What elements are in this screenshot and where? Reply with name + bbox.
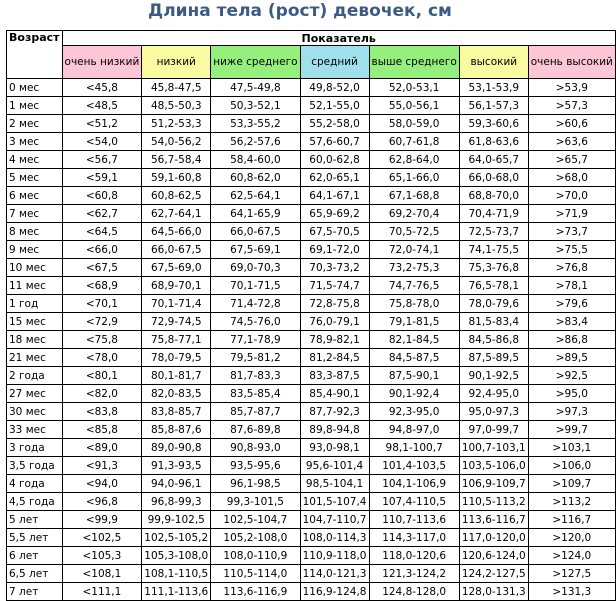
value-cell-average: 83,3-87,5: [300, 367, 369, 385]
value-cell-above-average: 84,5-87,5: [369, 349, 459, 367]
value-cell-below-average: 62,5-64,1: [211, 187, 300, 205]
value-cell-low: 70,1-71,4: [142, 295, 211, 313]
value-cell-high: 95,0-97,3: [459, 403, 528, 421]
value-cell-below-average: 53,3-55,2: [211, 115, 300, 133]
value-cell-below-average: 93,5-95,6: [211, 457, 300, 475]
value-cell-very-high: >95,0: [528, 385, 615, 403]
value-cell-very-low: <56,7: [62, 151, 142, 169]
value-cell-very-low: <72,9: [62, 313, 142, 331]
value-cell-low: 111,1-113,6: [142, 583, 211, 601]
age-cell: 27 мес: [7, 385, 63, 403]
value-cell-below-average: 110,5-114,0: [211, 565, 300, 583]
value-cell-high: 110,5-113,2: [459, 493, 528, 511]
value-cell-very-high: >63,6: [528, 133, 615, 151]
value-cell-above-average: 110,7-113,6: [369, 511, 459, 529]
value-cell-high: 68,8-70,0: [459, 187, 528, 205]
table-row: [7, 115, 616, 133]
age-cell: 4 мес: [7, 151, 63, 169]
value-cell-very-high: >109,7: [528, 475, 615, 493]
value-cell-above-average: 72,0-74,1: [369, 241, 459, 259]
value-cell-above-average: 92,3-95,0: [369, 403, 459, 421]
value-cell-very-low: <102,5: [62, 529, 142, 547]
value-cell-above-average: 55,0-56,1: [369, 97, 459, 115]
category-header-very-low: очень низкий: [62, 46, 142, 79]
table-row: [7, 97, 616, 115]
table-row: [7, 403, 616, 421]
value-cell-above-average: 94,8-97,0: [369, 421, 459, 439]
value-cell-average: 78,9-82,1: [300, 331, 369, 349]
value-cell-very-high: >57,3: [528, 97, 615, 115]
value-cell-below-average: 105,2-108,0: [211, 529, 300, 547]
category-header-low: низкий: [142, 46, 211, 79]
value-cell-very-high: >68,0: [528, 169, 615, 187]
value-cell-above-average: 52,0-53,1: [369, 79, 459, 97]
value-cell-very-high: >78,1: [528, 277, 615, 295]
value-cell-above-average: 104,1-106,9: [369, 475, 459, 493]
value-cell-very-low: <80,1: [62, 367, 142, 385]
value-cell-low: 51,2-53,3: [142, 115, 211, 133]
value-cell-average: 110,9-118,0: [300, 547, 369, 565]
table-row: [7, 169, 616, 187]
table-row: [7, 187, 616, 205]
value-cell-high: 53,1-53,9: [459, 79, 528, 97]
value-cell-high: 113,6-116,7: [459, 511, 528, 529]
value-cell-above-average: 101,4-103,5: [369, 457, 459, 475]
age-cell: 5 мес: [7, 169, 63, 187]
table-row: [7, 205, 616, 223]
value-cell-below-average: 99,3-101,5: [211, 493, 300, 511]
value-cell-high: 106,9-109,7: [459, 475, 528, 493]
age-cell: 30 мес: [7, 403, 63, 421]
value-cell-very-high: >53,9: [528, 79, 615, 97]
value-cell-very-low: <70,1: [62, 295, 142, 313]
table-row: [7, 349, 616, 367]
page-title: Длина тела (рост) девочек, см: [148, 1, 452, 21]
value-cell-low: 78,0-79,5: [142, 349, 211, 367]
value-cell-low: 54,0-56,2: [142, 133, 211, 151]
value-cell-above-average: 67,1-68,8: [369, 187, 459, 205]
value-cell-low: 102,5-105,2: [142, 529, 211, 547]
value-cell-above-average: 98,1-100,7: [369, 439, 459, 457]
value-cell-average: 67,5-70,5: [300, 223, 369, 241]
value-cell-low: 89,0-90,8: [142, 439, 211, 457]
value-cell-very-low: <91,3: [62, 457, 142, 475]
value-cell-very-low: <67,5: [62, 259, 142, 277]
value-cell-average: 101,5-107,4: [300, 493, 369, 511]
age-cell: 18 мес: [7, 331, 63, 349]
value-cell-above-average: 60,7-61,8: [369, 133, 459, 151]
age-cell: 2 года: [7, 367, 63, 385]
age-cell: 1 мес: [7, 97, 63, 115]
table-row: [7, 385, 616, 403]
value-cell-low: 83,8-85,7: [142, 403, 211, 421]
value-cell-high: 103,5-106,0: [459, 457, 528, 475]
value-cell-average: 52,1-55,0: [300, 97, 369, 115]
value-cell-average: 108,0-114,3: [300, 529, 369, 547]
table-row: [7, 547, 616, 565]
value-cell-below-average: 60,8-62,0: [211, 169, 300, 187]
value-cell-average: 60,0-62,8: [300, 151, 369, 169]
value-cell-above-average: 124,8-128,0: [369, 583, 459, 601]
table-row: [7, 511, 616, 529]
value-cell-average: 104,7-110,7: [300, 511, 369, 529]
value-cell-very-low: <83,8: [62, 403, 142, 421]
value-cell-above-average: 79,1-81,5: [369, 313, 459, 331]
value-cell-average: 98,5-104,1: [300, 475, 369, 493]
value-cell-low: 67,5-69,0: [142, 259, 211, 277]
value-cell-very-low: <66,0: [62, 241, 142, 259]
value-cell-very-low: <62,7: [62, 205, 142, 223]
value-cell-below-average: 70,1-71,5: [211, 277, 300, 295]
table-row: [7, 259, 616, 277]
value-cell-below-average: 113,6-116,9: [211, 583, 300, 601]
value-cell-low: 64,5-66,0: [142, 223, 211, 241]
value-cell-low: 48,5-50,3: [142, 97, 211, 115]
value-cell-high: 84,5-86,8: [459, 331, 528, 349]
value-cell-high: 56,1-57,3: [459, 97, 528, 115]
value-cell-below-average: 81,7-83,3: [211, 367, 300, 385]
age-cell: 6 лет: [7, 547, 63, 565]
indicator-group-header: Показатель: [62, 31, 615, 46]
category-header-above-average: выше среднего: [369, 46, 459, 79]
value-cell-low: 105,3-108,0: [142, 547, 211, 565]
value-cell-below-average: 83,5-85,4: [211, 385, 300, 403]
value-cell-low: 99,9-102,5: [142, 511, 211, 529]
value-cell-average: 81,2-84,5: [300, 349, 369, 367]
table-row: [7, 583, 616, 601]
value-cell-below-average: 50,3-52,1: [211, 97, 300, 115]
value-cell-low: 91,3-93,5: [142, 457, 211, 475]
value-cell-below-average: 56,2-57,6: [211, 133, 300, 151]
value-cell-below-average: 85,7-87,7: [211, 403, 300, 421]
value-cell-average: 64,1-67,1: [300, 187, 369, 205]
value-cell-high: 64,0-65,7: [459, 151, 528, 169]
value-cell-below-average: 108,0-110,9: [211, 547, 300, 565]
value-cell-high: 72,5-73,7: [459, 223, 528, 241]
value-cell-high: 66,0-68,0: [459, 169, 528, 187]
value-cell-very-low: <85,8: [62, 421, 142, 439]
value-cell-very-low: <75,8: [62, 331, 142, 349]
value-cell-above-average: 121,3-124,2: [369, 565, 459, 583]
age-cell: 6,5 лет: [7, 565, 63, 583]
table-row: [7, 493, 616, 511]
age-cell: 7 лет: [7, 583, 63, 601]
value-cell-above-average: 75,8-78,0: [369, 295, 459, 313]
value-cell-below-average: 47,5-49,8: [211, 79, 300, 97]
value-cell-very-high: >75,5: [528, 241, 615, 259]
value-cell-high: 90,1-92,5: [459, 367, 528, 385]
value-cell-high: 74,1-75,5: [459, 241, 528, 259]
value-cell-below-average: 87,6-89,8: [211, 421, 300, 439]
value-cell-very-low: <54,0: [62, 133, 142, 151]
value-cell-average: 49,8-52,0: [300, 79, 369, 97]
category-header-average: средний: [300, 46, 369, 79]
value-cell-above-average: 74,7-76,5: [369, 277, 459, 295]
value-cell-average: 69,1-72,0: [300, 241, 369, 259]
age-cell: 15 мес: [7, 313, 63, 331]
table-row: [7, 421, 616, 439]
value-cell-very-high: >65,7: [528, 151, 615, 169]
age-cell: 4 года: [7, 475, 63, 493]
category-header-row: [7, 46, 616, 79]
value-cell-very-low: <89,0: [62, 439, 142, 457]
age-cell: 3 года: [7, 439, 63, 457]
age-cell: 11 мес: [7, 277, 63, 295]
value-cell-low: 45,8-47,5: [142, 79, 211, 97]
value-cell-very-low: <68,9: [62, 277, 142, 295]
value-cell-below-average: 74,5-76,0: [211, 313, 300, 331]
value-cell-average: 85,4-90,1: [300, 385, 369, 403]
value-cell-low: 85,8-87,6: [142, 421, 211, 439]
age-cell: 5,5 лет: [7, 529, 63, 547]
category-header-high: высокий: [459, 46, 528, 79]
value-cell-below-average: 58,4-60,0: [211, 151, 300, 169]
table-row: [7, 223, 616, 241]
value-cell-below-average: 64,1-65,9: [211, 205, 300, 223]
value-cell-very-high: >131,3: [528, 583, 615, 601]
value-cell-very-low: <64,5: [62, 223, 142, 241]
value-cell-very-high: >83,4: [528, 313, 615, 331]
value-cell-above-average: 65,1-66,0: [369, 169, 459, 187]
value-cell-average: 114,0-121,3: [300, 565, 369, 583]
age-cell: 4,5 года: [7, 493, 63, 511]
table-row: [7, 529, 616, 547]
table-row: [7, 331, 616, 349]
value-cell-below-average: 90,8-93,0: [211, 439, 300, 457]
age-cell: 3 мес: [7, 133, 63, 151]
height-table: [6, 30, 616, 601]
age-cell: 8 мес: [7, 223, 63, 241]
table-row: [7, 277, 616, 295]
age-cell: 33 мес: [7, 421, 63, 439]
age-cell: 5 лет: [7, 511, 63, 529]
value-cell-very-low: <94,0: [62, 475, 142, 493]
value-cell-very-high: >124,0: [528, 547, 615, 565]
value-cell-very-high: >103,1: [528, 439, 615, 457]
value-cell-high: 100,7-103,1: [459, 439, 528, 457]
value-cell-above-average: 69,2-70,4: [369, 205, 459, 223]
value-cell-average: 71,5-74,7: [300, 277, 369, 295]
value-cell-low: 82,0-83,5: [142, 385, 211, 403]
value-cell-high: 78,0-79,6: [459, 295, 528, 313]
value-cell-above-average: 62,8-64,0: [369, 151, 459, 169]
value-cell-very-low: <82,0: [62, 385, 142, 403]
value-cell-low: 108,1-110,5: [142, 565, 211, 583]
value-cell-average: 87,7-92,3: [300, 403, 369, 421]
value-cell-low: 66,0-67,5: [142, 241, 211, 259]
value-cell-very-low: <99,9: [62, 511, 142, 529]
table-body: [7, 79, 616, 601]
value-cell-high: 92,4-95,0: [459, 385, 528, 403]
table-row: [7, 151, 616, 169]
value-cell-very-high: >92,5: [528, 367, 615, 385]
value-cell-below-average: 77,1-78,9: [211, 331, 300, 349]
value-cell-average: 76,0-79,1: [300, 313, 369, 331]
age-cell: 21 мес: [7, 349, 63, 367]
table-row: [7, 439, 616, 457]
table-row: [7, 79, 616, 97]
table-row: [7, 295, 616, 313]
value-cell-high: 61,8-63,6: [459, 133, 528, 151]
age-cell: 3,5 года: [7, 457, 63, 475]
value-cell-high: 120,6-124,0: [459, 547, 528, 565]
value-cell-average: 57,6-60,7: [300, 133, 369, 151]
value-cell-below-average: 71,4-72,8: [211, 295, 300, 313]
value-cell-very-high: >113,2: [528, 493, 615, 511]
value-cell-very-high: >97,3: [528, 403, 615, 421]
value-cell-below-average: 69,0-70,3: [211, 259, 300, 277]
value-cell-low: 72,9-74,5: [142, 313, 211, 331]
value-cell-high: 124,2-127,5: [459, 565, 528, 583]
value-cell-high: 117,0-120,0: [459, 529, 528, 547]
value-cell-high: 59,3-60,6: [459, 115, 528, 133]
value-cell-high: 76,5-78,1: [459, 277, 528, 295]
value-cell-very-high: >73,7: [528, 223, 615, 241]
value-cell-high: 87,5-89,5: [459, 349, 528, 367]
value-cell-above-average: 87,5-90,1: [369, 367, 459, 385]
value-cell-average: 70,3-73,2: [300, 259, 369, 277]
value-cell-low: 62,7-64,1: [142, 205, 211, 223]
value-cell-very-low: <105,3: [62, 547, 142, 565]
value-cell-average: 93,0-98,1: [300, 439, 369, 457]
value-cell-high: 128,0-131,3: [459, 583, 528, 601]
age-cell: 6 мес: [7, 187, 63, 205]
value-cell-very-low: <96,8: [62, 493, 142, 511]
value-cell-average: 89,8-94,8: [300, 421, 369, 439]
value-cell-above-average: 73,2-75,3: [369, 259, 459, 277]
age-cell: 1 год: [7, 295, 63, 313]
age-cell: 7 мес: [7, 205, 63, 223]
value-cell-low: 80,1-81,7: [142, 367, 211, 385]
value-cell-high: 70,4-71,9: [459, 205, 528, 223]
age-column-header: Возраст: [7, 31, 63, 79]
value-cell-average: 116,9-124,8: [300, 583, 369, 601]
age-cell: 0 мес: [7, 79, 63, 97]
value-cell-average: 95,6-101,4: [300, 457, 369, 475]
category-header-very-high: очень высокий: [528, 46, 615, 79]
value-cell-low: 59,1-60,8: [142, 169, 211, 187]
value-cell-low: 96,8-99,3: [142, 493, 211, 511]
value-cell-very-low: <111,1: [62, 583, 142, 601]
value-cell-very-high: >70,0: [528, 187, 615, 205]
value-cell-low: 75,8-77,1: [142, 331, 211, 349]
value-cell-below-average: 79,5-81,2: [211, 349, 300, 367]
table-row: [7, 475, 616, 493]
value-cell-above-average: 90,1-92,4: [369, 385, 459, 403]
value-cell-very-high: >60,6: [528, 115, 615, 133]
table-header-row-top: [7, 31, 616, 46]
value-cell-high: 75,3-76,8: [459, 259, 528, 277]
value-cell-high: 97,0-99,7: [459, 421, 528, 439]
value-cell-very-low: <60,8: [62, 187, 142, 205]
value-cell-very-low: <59,1: [62, 169, 142, 187]
age-cell: 9 мес: [7, 241, 63, 259]
value-cell-average: 65,9-69,2: [300, 205, 369, 223]
value-cell-average: 55,2-58,0: [300, 115, 369, 133]
value-cell-very-low: <45,8: [62, 79, 142, 97]
value-cell-above-average: 118,0-120,6: [369, 547, 459, 565]
value-cell-below-average: 96,1-98,5: [211, 475, 300, 493]
table-row: [7, 457, 616, 475]
value-cell-very-high: >127,5: [528, 565, 615, 583]
value-cell-very-high: >86,8: [528, 331, 615, 349]
value-cell-very-high: >106,0: [528, 457, 615, 475]
value-cell-below-average: 67,5-69,1: [211, 241, 300, 259]
value-cell-very-high: >71,9: [528, 205, 615, 223]
value-cell-low: 56,7-58,4: [142, 151, 211, 169]
value-cell-above-average: 82,1-84,5: [369, 331, 459, 349]
value-cell-above-average: 114,3-117,0: [369, 529, 459, 547]
table-row: [7, 313, 616, 331]
category-header-below-average: ниже среднего: [211, 46, 300, 79]
value-cell-very-high: >76,8: [528, 259, 615, 277]
value-cell-very-low: <108,1: [62, 565, 142, 583]
value-cell-average: 62,0-65,1: [300, 169, 369, 187]
table-row: [7, 367, 616, 385]
value-cell-very-high: >116,7: [528, 511, 615, 529]
value-cell-low: 94,0-96,1: [142, 475, 211, 493]
table-row: [7, 241, 616, 259]
value-cell-average: 72,8-75,8: [300, 295, 369, 313]
value-cell-above-average: 107,4-110,5: [369, 493, 459, 511]
value-cell-very-high: >99,7: [528, 421, 615, 439]
value-cell-below-average: 66,0-67,5: [211, 223, 300, 241]
table-row: [7, 133, 616, 151]
value-cell-very-low: <51,2: [62, 115, 142, 133]
value-cell-low: 60,8-62,5: [142, 187, 211, 205]
value-cell-above-average: 70,5-72,5: [369, 223, 459, 241]
value-cell-very-low: <78,0: [62, 349, 142, 367]
value-cell-above-average: 58,0-59,0: [369, 115, 459, 133]
value-cell-very-high: >89,5: [528, 349, 615, 367]
value-cell-high: 81,5-83,4: [459, 313, 528, 331]
value-cell-very-low: <48,5: [62, 97, 142, 115]
value-cell-below-average: 102,5-104,7: [211, 511, 300, 529]
value-cell-very-high: >120,0: [528, 529, 615, 547]
value-cell-very-high: >79,6: [528, 295, 615, 313]
age-cell: 2 мес: [7, 115, 63, 133]
value-cell-low: 68,9-70,1: [142, 277, 211, 295]
table-row: [7, 565, 616, 583]
age-cell: 10 мес: [7, 259, 63, 277]
